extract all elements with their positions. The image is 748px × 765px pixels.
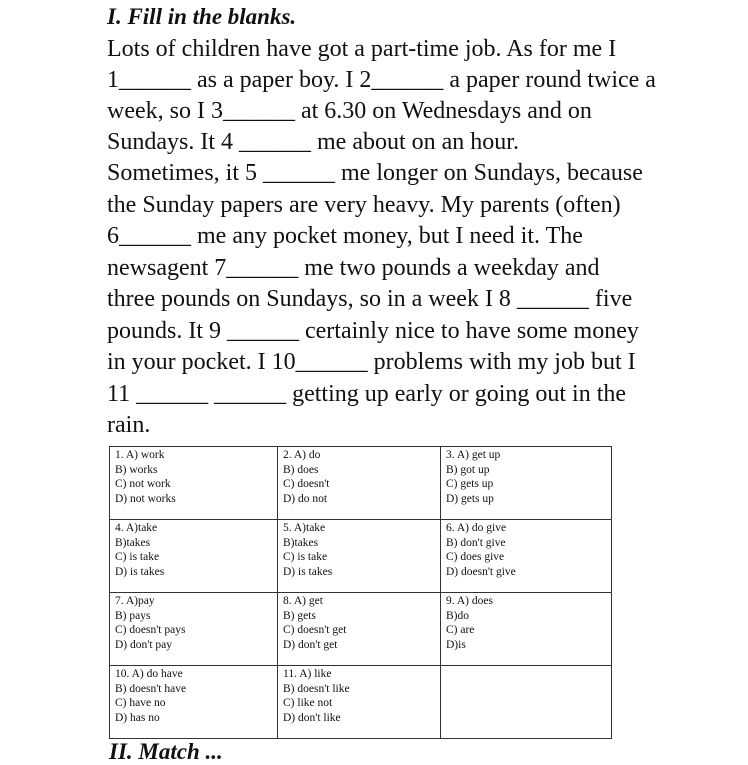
option-text: 11. A) like bbox=[283, 668, 332, 680]
option-text: C) is take bbox=[115, 551, 160, 564]
option-cell-5 bbox=[278, 520, 441, 593]
option-cell-8 bbox=[278, 593, 441, 666]
option-cell-7 bbox=[110, 593, 278, 666]
option-text: B) pays bbox=[115, 609, 151, 622]
next-exercise-title: II. Match ... bbox=[109, 739, 223, 764]
options-row bbox=[110, 666, 612, 739]
exercise-title: I. Fill in the blanks. bbox=[107, 4, 297, 29]
option-cell-3 bbox=[441, 447, 612, 520]
option-text: 8. A) get bbox=[283, 595, 323, 607]
option-cell-11 bbox=[278, 666, 441, 739]
option-text: B) doesn't like bbox=[283, 682, 350, 695]
passage-line: the Sunday papers are very heavy. My parents (often) bbox=[107, 192, 621, 218]
option-text: C) doesn't get bbox=[283, 624, 347, 637]
option-text: 5. A)take bbox=[283, 522, 326, 534]
option-text: D) do not bbox=[283, 492, 328, 505]
option-text: D) doesn't give bbox=[446, 565, 516, 578]
option-cell-9 bbox=[441, 593, 612, 666]
option-text: C) are bbox=[446, 624, 475, 637]
option-text: 6. A) do give bbox=[446, 522, 507, 534]
options-row bbox=[110, 593, 612, 666]
option-text: B) does bbox=[283, 463, 319, 476]
passage-line: three pounds on Sundays, so in a week I 8 ______ five bbox=[107, 286, 633, 312]
options-row bbox=[110, 520, 612, 593]
option-text: 3. A) get up bbox=[446, 449, 501, 461]
option-text: 1. A) work bbox=[115, 449, 165, 461]
option-text: 7. A)pay bbox=[115, 595, 155, 607]
option-text: 10. A) do have bbox=[115, 668, 183, 680]
passage-line: 1______ as a paper boy. I 2______ a paper round twice a bbox=[107, 67, 656, 93]
passage-line: Sundays. It 4 ______ me about on an hour. bbox=[107, 129, 519, 155]
passage-line: Lots of children have got a part-time job. As for me I bbox=[107, 36, 617, 62]
option-text: B)takes bbox=[115, 536, 151, 549]
option-text: C) have no bbox=[115, 697, 166, 710]
option-cell-6 bbox=[441, 520, 612, 593]
options-table bbox=[109, 446, 612, 739]
option-text: B) got up bbox=[446, 463, 490, 476]
option-text: B) doesn't have bbox=[115, 682, 187, 695]
option-text: C) doesn't pays bbox=[115, 624, 186, 637]
passage-line: Sometimes, it 5 ______ me longer on Sundays, because bbox=[107, 160, 643, 186]
passage-line: 11 ______ ______ getting up early or going out in the bbox=[107, 381, 627, 407]
option-text: C) gets up bbox=[446, 478, 494, 491]
option-text: 2. A) do bbox=[283, 449, 321, 461]
option-text: B) don't give bbox=[446, 536, 506, 549]
option-text: D) gets up bbox=[446, 492, 494, 505]
option-cell-empty bbox=[441, 666, 612, 739]
passage-line: newsagent 7______ me two pounds a weekday and bbox=[107, 255, 600, 281]
option-text: 9. A) does bbox=[446, 595, 493, 607]
option-text: C) is take bbox=[283, 551, 328, 564]
option-text: D) not works bbox=[115, 492, 176, 505]
option-text: B)takes bbox=[283, 536, 319, 549]
option-text: D) don't get bbox=[283, 638, 338, 651]
option-text: 4. A)take bbox=[115, 522, 158, 534]
passage-line: in your pocket. I 10______ problems with my job but I bbox=[107, 349, 636, 375]
option-text: C) like not bbox=[283, 697, 333, 710]
option-text: D)is bbox=[446, 638, 466, 651]
option-text: D) has no bbox=[115, 711, 160, 724]
passage-line: week, so I 3______ at 6.30 on Wednesdays and on bbox=[107, 98, 592, 124]
option-text: D) is takes bbox=[115, 565, 165, 578]
option-cell-2 bbox=[278, 447, 441, 520]
option-text: D) don't pay bbox=[115, 638, 173, 651]
option-text: C) not work bbox=[115, 478, 171, 491]
option-text: C) does give bbox=[446, 551, 505, 564]
options-row bbox=[110, 447, 612, 520]
option-text: B) works bbox=[115, 463, 158, 476]
passage-line: rain. bbox=[107, 412, 151, 438]
option-text: B)do bbox=[446, 609, 469, 622]
option-text: D) is takes bbox=[283, 565, 333, 578]
option-cell-10 bbox=[110, 666, 278, 739]
option-text: C) doesn't bbox=[283, 478, 330, 491]
option-cell-1 bbox=[110, 447, 278, 520]
option-text: B) gets bbox=[283, 609, 316, 622]
passage-line: 6______ me any pocket money, but I need it. The bbox=[107, 223, 583, 249]
option-text: D) don't like bbox=[283, 711, 341, 724]
option-cell-4 bbox=[110, 520, 278, 593]
passage-line: pounds. It 9 ______ certainly nice to have some money bbox=[107, 318, 639, 344]
